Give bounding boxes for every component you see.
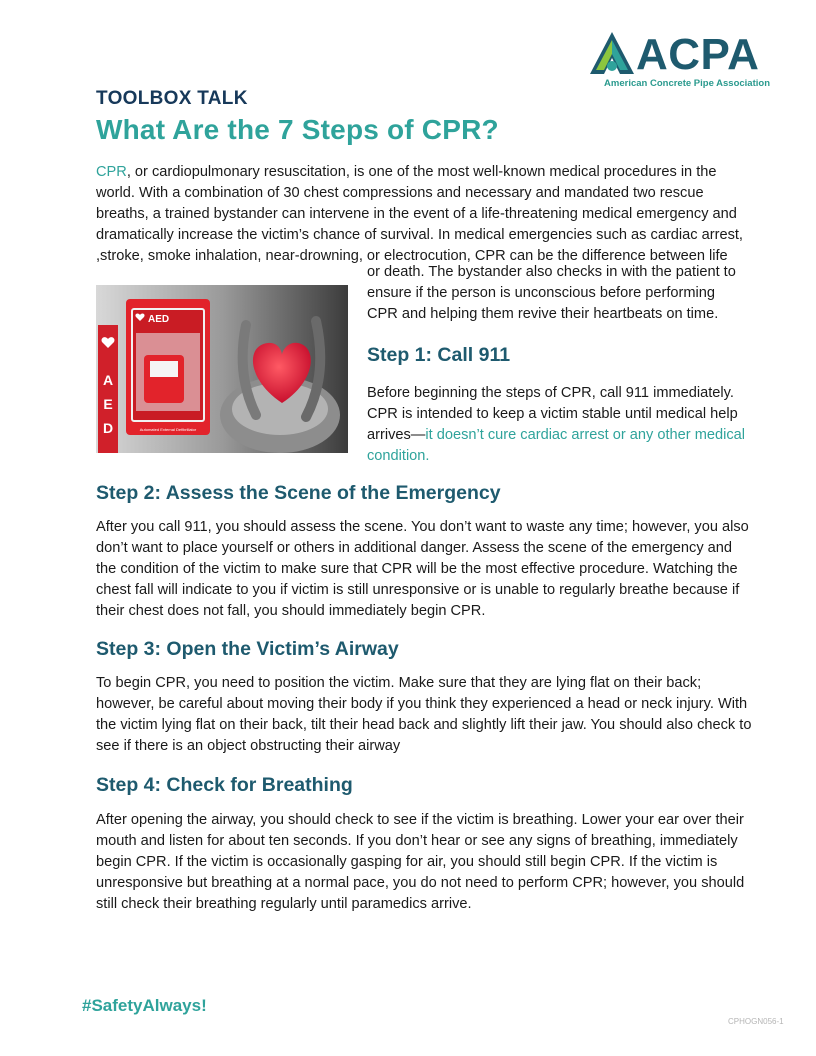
aed-letter-e: E [103,396,113,412]
page-title: What Are the 7 Steps of CPR? [96,114,499,145]
step-1-link[interactable]: it doesn’t cure cardiac arrest or any other medical condition. [367,427,745,464]
kicker: TOOLBOX TALK [96,88,248,109]
aed-letter-a: A [102,372,114,388]
safety-hashtag: #SafetyAlways! [82,996,207,1015]
step-1-paragraph [367,383,747,467]
step-1-heading: Step 1: Call 911 [367,344,511,366]
step-3-heading: Step 3: Open the Victim’s Airway [96,638,399,660]
aed-cabinet-caption: Automated External Defibrillator [139,427,197,432]
aed-cabinet-label: AED [148,314,170,325]
intro-paragraph [96,162,746,267]
cpr-link[interactable]: CPR [96,164,127,180]
logo-subtitle: American Concrete Pipe Association [604,78,770,89]
step-2-paragraph: After you call 911, you should assess the scene. You don’t want to waste any time; however, you also don’t want to place yourself or others in additional danger. Assess the scene of the emergency and the condition of the victim to make sure that CPR will be the most effective procedure. Watching the chest fall will indicate to you if victim is still unresponsive or is unable to regularly breathe because if their chest does not fall, you should immediately begin CPR. [96,519,749,619]
step-4-heading: Step 4: Check for Breathing [96,774,353,796]
aed-letter-d: D [102,420,114,436]
step-1-text: Before beginning the steps of CPR, call 911 immediately. CPR is intended to keep a victim stable until medical help arrives— [367,385,738,443]
step-3-paragraph: To begin CPR, you need to position the victim. Make sure that they are lying flat on their back; however, be careful about moving their body if you think they experienced a head or neck injury. With the victim lying flat on their back, tilt their head back and slightly lift their jaw. You should also check to see if there is an object obstructing their airway [96,675,752,754]
step-4-paragraph: After opening the airway, you should check to see if the victim is breathing. Lower your ear over their mouth and listen for about ten seconds. If you don’t hear or see any signs of breathing, immediately begin CPR. If the victim is occasionally gasping for air, you should still begin CPR. If the victim is unresponsive but breathing at a normal pace, you do not need to perform CPR; however, you should still check their breathing regularly until paramedics arrive. [96,812,745,912]
intro-continuation: or death. The bystander also checks in with the patient to ensure if the person is unconscious before performing CPR and helping them revive their heartbeats on time. [367,264,736,322]
acpa-mark-icon [588,30,636,76]
intro-text: , or cardiopulmonary resuscitation, is one of the most well-known medical procedures in the world. With a combination of 30 chest compressions and necessary and mandated two rescue breaths, a trained bystander can intervene in the event of a life-threatening medical emergency and dramatically increase the victim’s chance of survival. In medical emergencies such as cardiac arrest, ,stroke, smoke inhalation, near-drowning, or electrocution, CPR can be the difference between life [96,164,743,264]
logo-wordmark: ACPA [636,30,760,79]
step-2-heading: Step 2: Assess the Scene of the Emergency [96,482,501,504]
acpa-logo [588,30,778,94]
aed-heart-image [96,285,348,453]
document-code: CPHOGN056-1 [728,1017,784,1026]
